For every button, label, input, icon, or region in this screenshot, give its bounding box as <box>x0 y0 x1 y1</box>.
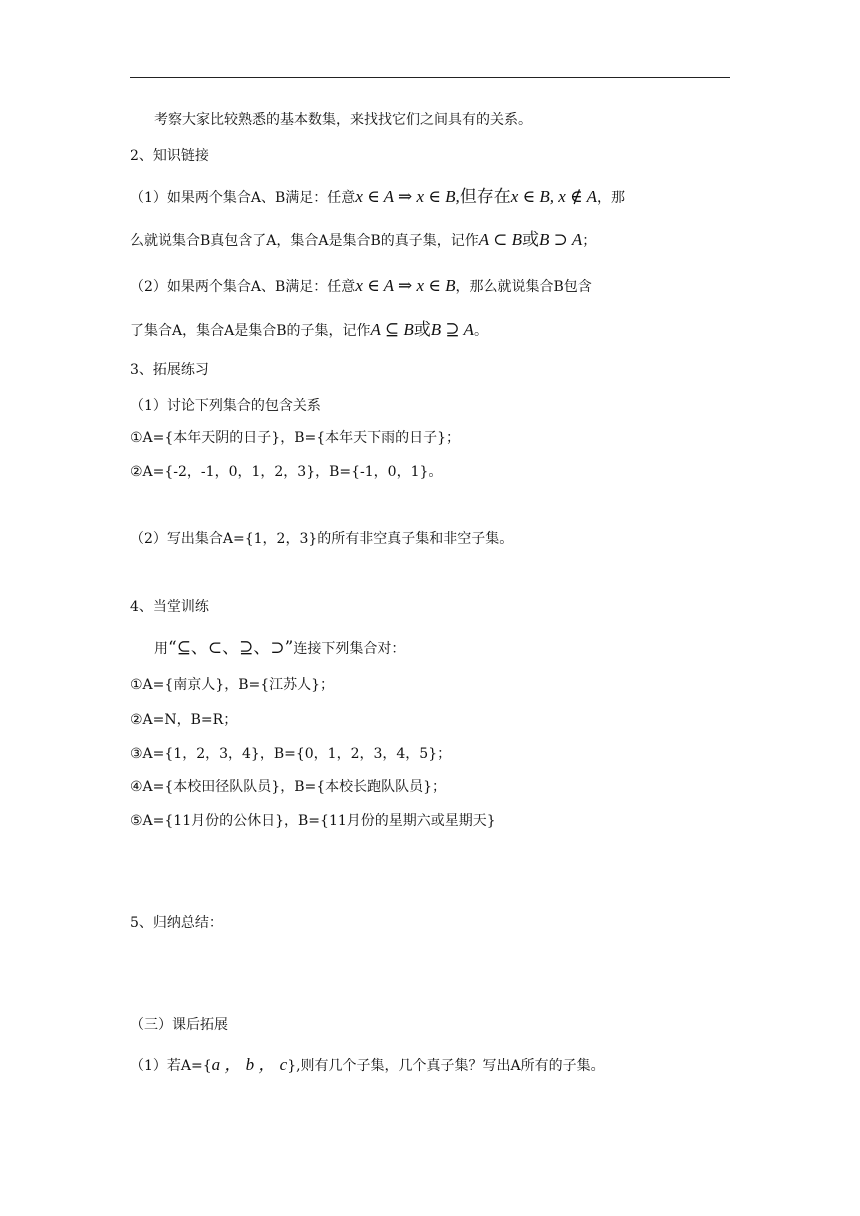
training-item-3 <box>130 744 451 764</box>
instruction-connect: 连接下列集合对： <box>293 641 406 657</box>
intro-text <box>154 110 532 130</box>
proper-subset-definition-line2 <box>130 230 596 251</box>
training-item-1-text: ①A={南京人}，B={江苏人}； <box>130 677 335 693</box>
set-elements: a ， b ， c <box>211 1055 288 1074</box>
definition-2-formula: x ∈ A ⇒ x ∈ B <box>355 276 456 295</box>
section-3-heading <box>130 360 209 380</box>
section-5-title: 5、归纳总结： <box>130 915 223 931</box>
relation-symbols: “⊆、⊂、⊇、⊃” <box>168 638 294 658</box>
section-5-heading <box>130 913 223 933</box>
training-item-2-text: ②A=N，B=R； <box>130 712 238 728</box>
section-2-title: 2、知识链接 <box>130 148 209 164</box>
or-word: 或 <box>413 320 431 340</box>
exercise-2-text: （2）写出集合A={1，2，3}的所有非空真子集和非空子集。 <box>130 531 514 547</box>
section-4-title: 4、当堂训练 <box>130 599 209 615</box>
definition-1-formula-a: x ∈ A ⇒ x ∈ B, <box>355 187 460 206</box>
definition-2-text: （2）如果两个集合A、B满足：任意 <box>130 279 356 295</box>
intro-sentence: 考察大家比较熟悉的基本数集，来找找它们之间具有的关系。 <box>154 112 532 128</box>
subset-definition-line1 <box>130 276 592 297</box>
definition-2-continuation: 了集合A，集合A是集合B的子集，记作 <box>130 323 371 339</box>
proper-superset-notation: B ⊃ A <box>539 230 583 249</box>
exercise-2-prompt <box>130 529 513 549</box>
proper-subset-notation: A ⊂ B <box>478 230 523 249</box>
exercise-1-prompt <box>130 396 321 416</box>
after-class-item-1-start: （1）若A={ <box>130 1058 212 1074</box>
training-item-4 <box>130 777 446 797</box>
proper-subset-definition-line1 <box>130 187 625 208</box>
training-item-5 <box>130 811 496 831</box>
exercise-1-text: （1）讨论下列集合的包含关系 <box>130 398 321 414</box>
after-class-item-1 <box>130 1055 605 1076</box>
exercise-1-item-1-text: ①A={本年天阴的日子}，B={本年天下雨的日子}； <box>130 430 461 446</box>
training-item-1 <box>130 675 334 695</box>
section-3-title: 3、拓展练习 <box>130 362 209 378</box>
after-class-title: （三）课后拓展 <box>130 1017 228 1033</box>
subset-definition-line2 <box>130 320 488 341</box>
superset-notation: B ⊇ A <box>430 320 474 339</box>
definition-1-continuation: 么就说集合B真包含了A，集合A是集合B的真子集，记作 <box>130 233 479 249</box>
definition-1-text: （1）如果两个集合A、B满足：任意 <box>130 190 356 206</box>
definition-1-but-exists: 但存在 <box>459 187 511 207</box>
training-item-3-text: ③A={1，2，3，4}，B={0，1，2，3，4，5}； <box>130 746 452 762</box>
section-4-heading <box>130 597 209 617</box>
after-class-heading <box>130 1015 228 1035</box>
exercise-1-item-1 <box>130 428 460 448</box>
exercise-1-item-2-text: ②A={-2，-1，0，1，2，3}，B={-1，0，1}。 <box>130 464 443 480</box>
training-item-4-text: ④A={本校田径队队员}，B={本校长跑队队员}； <box>130 779 447 795</box>
instruction-use: 用 <box>154 641 168 657</box>
definition-2-tail: ，那么就说集合B包含 <box>455 279 592 295</box>
section-2-heading <box>130 146 209 166</box>
header-rule <box>130 77 730 78</box>
after-class-item-1-end: },则有几个子集，几个真子集？写出A所有的子集。 <box>287 1058 605 1074</box>
definition-1-formula-b: x ∈ B, x ∉ A <box>510 187 597 206</box>
or-word: 或 <box>522 230 540 250</box>
period: 。 <box>473 323 488 339</box>
semicolon: ； <box>582 233 597 249</box>
training-item-5-text: ⑤A={11月份的公休日}，B={11月份的星期六或星期天} <box>130 813 496 829</box>
exercise-1-item-2 <box>130 462 442 482</box>
training-instruction <box>154 638 405 659</box>
subset-notation: A ⊆ B <box>370 320 414 339</box>
training-item-2 <box>130 710 237 730</box>
definition-1-tail: ，那 <box>596 190 625 206</box>
